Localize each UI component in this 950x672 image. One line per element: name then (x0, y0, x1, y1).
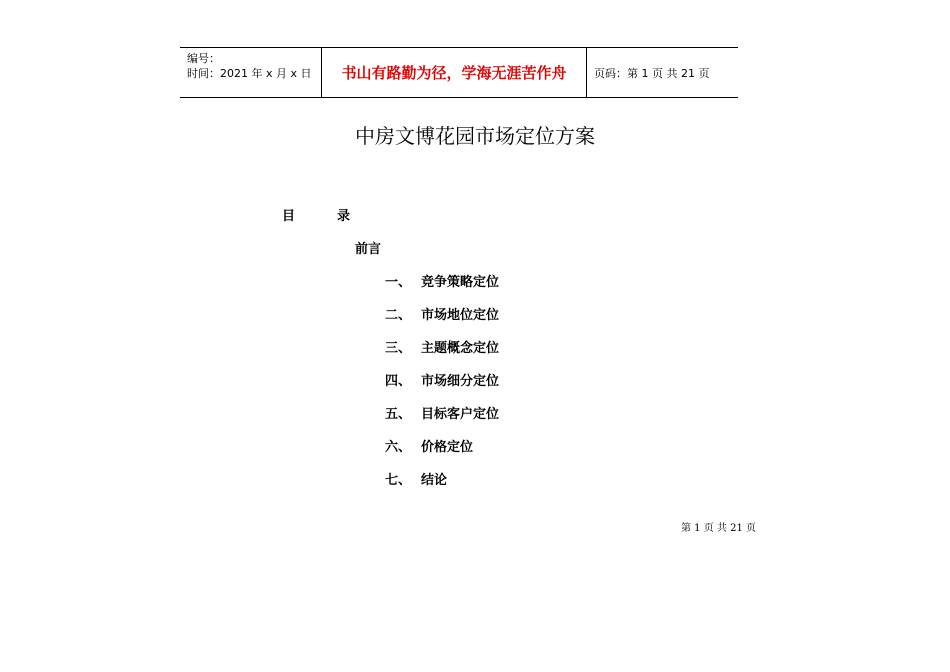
toc-heading-left: 目 (282, 209, 296, 224)
motto-text: 书山有路勤为径，学海无涯苦作舟 (341, 64, 567, 82)
toc-item (385, 436, 499, 469)
page-info-cell (587, 48, 738, 97)
toc-item (385, 469, 499, 502)
toc-item-label: 目标客户定位 (421, 407, 500, 422)
toc-item (385, 271, 499, 304)
toc-item-number: 三、 (385, 341, 412, 356)
document-header (180, 47, 738, 98)
toc-item-number: 五、 (385, 407, 412, 422)
toc-item-label: 价格定位 (421, 440, 474, 455)
toc-item-number: 四、 (385, 374, 412, 389)
toc-heading-right: 录 (337, 209, 351, 224)
number-label: 编号： (187, 52, 220, 65)
footer-page-number: 第 1 页 共 21 页 (681, 523, 756, 534)
toc-item-number: 二、 (385, 308, 412, 323)
toc-item-label: 市场地位定位 (421, 308, 500, 323)
toc-item (385, 403, 499, 436)
toc-item-number: 七、 (385, 473, 412, 488)
toc-item-label: 竞争策略定位 (421, 275, 500, 290)
toc-item-number: 六、 (385, 440, 412, 455)
toc-item (385, 304, 499, 337)
toc-item-label: 主题概念定位 (421, 341, 500, 356)
toc-item (385, 337, 499, 370)
time-label: 时间：2021 年 x 月 x 日 (187, 67, 312, 80)
toc-item (385, 370, 499, 403)
motto-cell (322, 48, 587, 97)
toc-item-label: 市场细分定位 (421, 374, 500, 389)
page-info-text: 页码：第 1 页 共 21 页 (594, 66, 710, 80)
toc-item-label: 结论 (421, 473, 448, 488)
toc-item-number: 一、 (385, 275, 412, 290)
document-title: 中房文博花园市场定位方案 (355, 124, 595, 148)
header-meta-cell (180, 48, 322, 97)
toc-preface: 前言 (355, 242, 382, 257)
toc-list (385, 271, 499, 502)
